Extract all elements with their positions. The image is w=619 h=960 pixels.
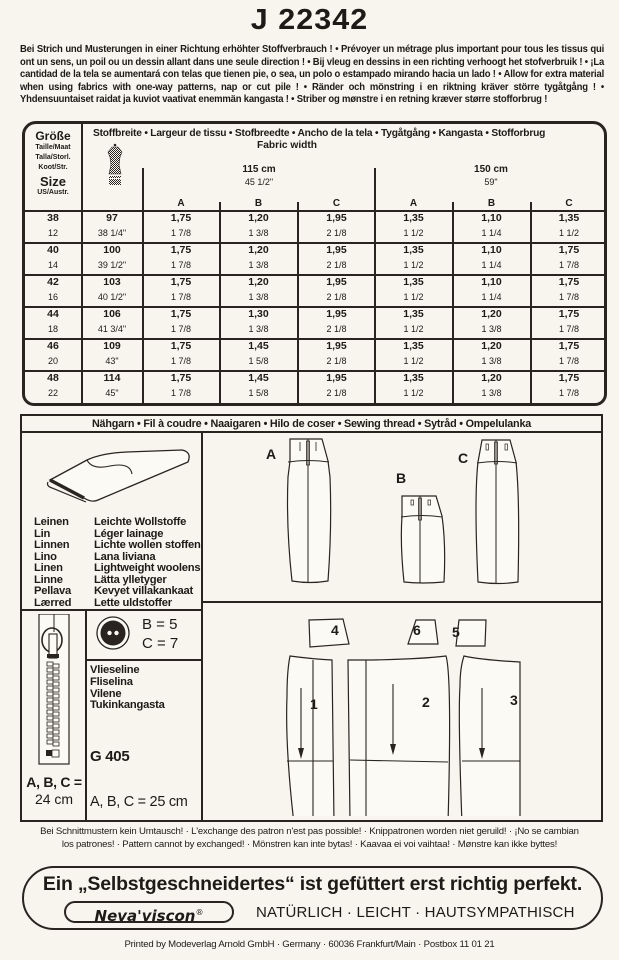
skirt-view-a-drawing: [278, 437, 342, 585]
hip-measure-cell-imperial: 41 3/4": [97, 324, 127, 334]
sewing-thread-title: Nähgarn • Fil à coudre • Naaigaren • Hilo de coser • Sewing thread • Sytråd • Ompelulanka: [22, 416, 601, 433]
col-115-c: C: [332, 198, 341, 209]
yardage-cell-imperial: 1 7/8: [170, 260, 192, 270]
button-count-b: B = 5: [142, 616, 178, 633]
yardage-cell-metric: 1,75: [170, 308, 192, 320]
width-115-cm: 115 cm: [242, 164, 276, 175]
yardage-cell-imperial: 1 3/8: [248, 228, 269, 238]
fabric-linen-en: Linen: [34, 562, 63, 574]
yardage-cell-imperial: 2 1/8: [326, 260, 347, 270]
fabric-wool-nl: Lichte wollen stoffen: [94, 539, 201, 551]
yardage-cell-imperial: 1 7/8: [170, 388, 192, 398]
size-cell: [25, 243, 81, 273]
yardage-cell: [298, 339, 375, 369]
yardage-cell-imperial: 1 1/2: [403, 356, 424, 366]
yardage-cell-imperial: 1 1/4: [481, 228, 502, 238]
button-count-c: C = 7: [142, 635, 179, 652]
yardage-cell-metric: 1,30: [248, 308, 269, 320]
yardage-cell-metric: 1,35: [403, 276, 424, 288]
size-cell-imperial: 12: [47, 228, 58, 238]
hip-measure-cell-imperial: 40 1/2": [97, 292, 127, 302]
yardage-cell-metric: 1,20: [481, 340, 502, 352]
col-115-b: B: [254, 198, 263, 209]
no-exchange-notice: [0, 826, 619, 851]
yardage-cell-imperial: 1 7/8: [558, 260, 580, 270]
width-150-inch: 59": [484, 177, 498, 187]
linen-fabric-list: [34, 517, 71, 609]
yardage-cell-metric: 1,75: [558, 340, 580, 352]
size-cell-metric: 40: [47, 244, 59, 256]
piece-label-1: 1: [310, 696, 318, 712]
fabric-linen-nl: Linnen: [34, 539, 70, 551]
yardage-cell: [375, 211, 452, 241]
yardage-cell-metric: 1,35: [403, 340, 424, 352]
yardage-cell: [531, 307, 607, 337]
yardage-cell-metric: 1,45: [248, 340, 269, 352]
yardage-cell: [220, 211, 297, 241]
yardage-cell-imperial: 1 3/8: [481, 388, 502, 398]
piece-label-3: 3: [510, 692, 518, 708]
yardage-cell: [298, 371, 375, 401]
size-cell-metric: 38: [47, 212, 59, 224]
yardage-cell-imperial: 1 3/8: [248, 324, 269, 334]
yardage-cell-imperial: 1 1/2: [558, 228, 580, 238]
divider: [201, 601, 601, 603]
yardage-cell-metric: 1,95: [326, 212, 347, 224]
pattern-pieces-layout: [282, 616, 602, 816]
button-counts: [142, 615, 178, 653]
interfacing-de: Vlieseline: [90, 664, 140, 676]
hip-measure-cell: [82, 211, 142, 241]
yardage-cell-imperial: 1 1/4: [481, 292, 502, 302]
zipper-length: 24 cm: [34, 791, 74, 807]
yardage-cell-imperial: 1 3/8: [248, 260, 269, 270]
yardage-cell-metric: 1,20: [248, 276, 269, 288]
yardage-cell-metric: 1,75: [170, 276, 192, 288]
size-header-de: Größe: [35, 129, 71, 143]
hip-measure-cell-imperial: 43": [105, 356, 119, 366]
yardage-cell-imperial: 1 7/8: [170, 356, 192, 366]
yardage-cell: [143, 307, 219, 337]
size-header-us: US/Austr.: [37, 189, 69, 196]
yardage-cell-metric: 1,95: [326, 372, 347, 384]
hip-measure-cell-imperial: 39 1/2": [97, 260, 127, 270]
yardage-cell-metric: 1,95: [326, 308, 347, 320]
interfacing-en: Vilene: [90, 687, 122, 700]
yardage-cell-imperial: 1 7/8: [170, 292, 192, 302]
yardage-cell: [453, 211, 530, 241]
size-header-es-sv: Talla/Storl.: [35, 154, 71, 161]
yardage-cell-metric: 1,75: [170, 372, 192, 384]
yardage-cell-imperial: 1 1/2: [403, 228, 424, 238]
interfacing-code: G 405: [90, 748, 130, 765]
size-cell: [25, 307, 81, 337]
wool-fabric-list: [94, 517, 201, 609]
yardage-cell: [220, 243, 297, 273]
skirt-view-b-drawing: [392, 494, 454, 586]
hip-measure-cell-metric: 114: [103, 372, 121, 384]
fabric-linen-de: Leinen: [34, 516, 69, 528]
zipper-icon: [32, 614, 76, 766]
yardage-cell-metric: 1,95: [326, 244, 347, 256]
yardage-cell: [375, 371, 452, 401]
size-cell-imperial: 22: [47, 388, 58, 398]
hip-measure-cell: [82, 243, 142, 273]
width-115-inch: 45 1/2": [244, 177, 274, 187]
yardage-cell: [375, 275, 452, 305]
interfacing-fi: Tukinkangasta: [90, 699, 165, 712]
fabric-wool-fi: Kevyet villakankaat: [94, 585, 193, 597]
fabric-bolt-icon: [32, 438, 192, 503]
fabric-wool-es: Lana liviana: [94, 550, 156, 563]
view-label-a: A: [266, 446, 277, 462]
hip-measure-cell: [82, 307, 142, 337]
brand-name: Neva'viscon: [94, 907, 196, 925]
fabric-wool-sv: Lätta ylletyger: [94, 573, 167, 586]
yardage-cell: [298, 243, 375, 273]
yardage-cell: [531, 275, 607, 305]
hip-measure-cell: [82, 339, 142, 369]
yardage-cell-metric: 1,75: [558, 244, 580, 256]
yardage-cell-imperial: 1 1/4: [481, 260, 502, 270]
yardage-cell-imperial: 2 1/8: [326, 388, 347, 398]
yardage-cell-imperial: 1 7/8: [558, 356, 580, 366]
hip-measure-cell-imperial: 38 1/4": [97, 228, 127, 238]
yardage-cell-imperial: 1 1/2: [403, 388, 424, 398]
size-cell-imperial: 14: [47, 260, 58, 270]
size-header-en: Size: [39, 174, 66, 189]
yardage-cell-imperial: 1 1/2: [403, 260, 424, 270]
directional-fabric-notice: Bei Strich und Musterungen in einer Richtung erhöhter Stoffverbrauch ! • Prévoyer un métrage plus important pour tous les tissus qui ont un sens, un poil ou un dessin allant dans une seule direction ! • Bij vleug en dessins in een richting verhoogt het stofverbruik ! • ¡La cantidad de la tela se aumentará con telas que tienen pie, o sea, un polo o estampado mirando hacia un lado ! • Allow for extra material when using fabrics with one-way patterns, nap or cut pile ! • Ränder och mönstring i en riktning kräver större tygåtgång ! • Yhdensuuntaiset raidat ja kuviot vaativat enemmän kangasta ! • Striber og mønstre i en retning kræver større stofforbrug !: [20, 44, 605, 105]
fabric-width-title: Stoffbreite • Largeur de tissu • Stofbreedte • Ancho de la tela • Tygåtgång • Kangasta • Stofforbrug: [93, 128, 546, 139]
fabric-linen-fi: Pellava: [34, 585, 71, 597]
yardage-cell: [453, 275, 530, 305]
yardage-cell: [298, 307, 375, 337]
yardage-cell: [453, 339, 530, 369]
yardage-cell-imperial: 1 5/8: [248, 356, 269, 366]
hip-measure-cell-imperial: 45": [105, 388, 119, 398]
hip-measure-cell-metric: 106: [103, 308, 121, 320]
size-header: [25, 124, 81, 198]
yardage-cell-metric: 1,10: [481, 212, 502, 224]
zipper-amount: [24, 774, 84, 808]
zipper-views: A, B, C =: [26, 774, 82, 790]
yardage-cell-metric: 1,35: [558, 212, 580, 224]
size-header-fi-da: Koot/Str.: [38, 164, 68, 171]
size-cell: [25, 275, 81, 305]
yardage-cell: [143, 339, 219, 369]
size-cell: [25, 339, 81, 369]
yardage-cell-metric: 1,35: [403, 372, 424, 384]
size-cell-metric: 44: [47, 308, 59, 320]
yardage-cell-imperial: 1 7/8: [558, 388, 580, 398]
col-115-a: A: [177, 198, 185, 209]
ad-headline: Ein „Selbstgeschneidertes“ ist gefüttert erst richtig perfekt.: [42, 873, 583, 895]
yardage-cell: [298, 211, 375, 241]
yardage-cell-imperial: 2 1/8: [326, 356, 347, 366]
width-115-header: [143, 164, 375, 187]
yardage-cell-metric: 1,20: [248, 212, 269, 224]
size-cell-imperial: 16: [47, 292, 58, 302]
yardage-cell-imperial: 1 7/8: [558, 324, 580, 334]
fabric-width-subtitle: Fabric width: [257, 140, 317, 151]
yardage-cell-metric: 1,95: [326, 340, 347, 352]
interfacing-amount: A, B, C = 25 cm: [90, 794, 188, 810]
yardage-cell-metric: 1,75: [170, 212, 192, 224]
yardage-cell: [375, 307, 452, 337]
yardage-cell: [375, 339, 452, 369]
notions-panel: [20, 414, 603, 822]
yardage-cell-imperial: 1 3/8: [481, 356, 502, 366]
hip-measure-cell-metric: 100: [103, 244, 121, 256]
yardage-cell: [453, 371, 530, 401]
yardage-cell: [220, 339, 297, 369]
yardage-cell-imperial: 2 1/8: [326, 292, 347, 302]
yardage-cell: [220, 371, 297, 401]
fabric-wool-fr: Léger lainage: [94, 527, 164, 540]
hip-measure-cell-metric: 103: [103, 276, 121, 288]
divider: [22, 609, 203, 611]
view-label-b: B: [396, 470, 407, 486]
yardage-cell: [143, 243, 219, 273]
brand-logo: [64, 901, 234, 923]
yardage-cell-metric: 1,35: [403, 308, 424, 320]
dress-form-icon: [105, 143, 125, 187]
size-cell: [25, 211, 81, 241]
yardage-cell-metric: 1,75: [170, 340, 192, 352]
yardage-cell-metric: 1,75: [558, 276, 580, 288]
yardage-cell: [143, 275, 219, 305]
fabric-linen-fr: Lin: [34, 527, 51, 540]
width-150-cm: 150 cm: [474, 164, 508, 175]
yardage-cell-metric: 1,95: [326, 276, 347, 288]
skirt-view-c-drawing: [468, 438, 526, 586]
yardage-cell-imperial: 1 7/8: [170, 228, 192, 238]
col-150-a: A: [409, 198, 418, 209]
yardage-cell-metric: 1,45: [248, 372, 269, 384]
yardage-cell-imperial: 1 7/8: [558, 292, 580, 302]
yardage-cell-metric: 1,20: [481, 308, 502, 320]
yardage-cell: [298, 275, 375, 305]
piece-label-6: 6: [413, 622, 421, 638]
yardage-cell-imperial: 2 1/8: [326, 228, 347, 238]
yardage-cell-imperial: 1 5/8: [248, 388, 269, 398]
yardage-cell: [453, 243, 530, 273]
width-150-header: [375, 164, 607, 187]
yardage-cell: [220, 275, 297, 305]
yardage-cell-metric: 1,35: [403, 212, 424, 224]
registered-mark: ®: [195, 908, 204, 917]
no-exchange-line-2: los patrones! · Pattern cannot by exchanged! · Mönstren kan inte bytas! · Kaavaa ei voi vaihtaa! · Mønstre kan ikke byttes!: [61, 838, 558, 850]
ad-tagline: NATÜRLICH · LEICHT · HAUTSYMPATHISCH: [256, 904, 575, 921]
yardage-cell-metric: 1,35: [403, 244, 424, 256]
size-cell-metric: 42: [47, 276, 59, 288]
printer-imprint: Printed by Modeverlag Arnold GmbH · Germany · 60036 Frankfurt/Main · Postbox 11 01 21: [124, 939, 495, 950]
interfacing-fr: Fliselina: [90, 675, 133, 688]
yardage-cell-imperial: 1 3/8: [481, 324, 502, 334]
piece-label-2: 2: [422, 694, 430, 710]
yardage-cell-metric: 1,20: [481, 372, 502, 384]
yardage-cell: [143, 211, 219, 241]
fabric-linen-es: Lino: [34, 550, 57, 563]
size-cell-imperial: 18: [47, 324, 58, 334]
yardage-cell-metric: 1,75: [558, 372, 580, 384]
yardage-cell-metric: 1,75: [170, 244, 192, 256]
fabric-linen-da: Lærred: [34, 596, 72, 609]
yardage-cell-metric: 1,10: [481, 244, 502, 256]
size-header-fr-nl: Taille/Maat: [35, 144, 71, 151]
yardage-cell: [531, 339, 607, 369]
yardage-table: [22, 121, 607, 406]
fabric-linen-sv: Linne: [34, 573, 63, 586]
yardage-cell-imperial: 1 3/8: [248, 292, 269, 302]
piece-label-5: 5: [452, 624, 460, 640]
yardage-cell: [453, 307, 530, 337]
yardage-cell: [531, 211, 607, 241]
lining-advertisement: [22, 866, 603, 930]
size-cell-imperial: 20: [47, 356, 58, 366]
yardage-cell: [531, 371, 607, 401]
interfacing-list: [90, 665, 165, 712]
col-150-b: B: [487, 198, 496, 209]
yardage-cell-metric: 1,20: [248, 244, 269, 256]
size-cell-metric: 48: [47, 372, 59, 384]
hip-measure-cell: [82, 371, 142, 401]
yardage-cell-imperial: 2 1/8: [326, 324, 347, 334]
divider: [85, 659, 203, 661]
fabric-wool-de: Leichte Wollstoffe: [94, 516, 187, 528]
yardage-cell-imperial: 1 1/2: [403, 324, 424, 334]
divider: [85, 609, 87, 820]
yardage-cell-imperial: 1 1/2: [403, 292, 424, 302]
hip-measure-cell: [82, 275, 142, 305]
yardage-cell: [143, 371, 219, 401]
size-cell-metric: 46: [47, 340, 59, 352]
yardage-cell-metric: 1,75: [558, 308, 580, 320]
yardage-cell-imperial: 1 7/8: [170, 324, 192, 334]
yardage-cell: [375, 243, 452, 273]
piece-label-4: 4: [331, 622, 339, 638]
fabric-wool-en: Lightweight woolens: [94, 562, 201, 574]
yardage-cell-metric: 1,10: [481, 276, 502, 288]
fabric-wool-da: Lette uldstoffer: [94, 596, 172, 609]
button-icon: [95, 615, 131, 651]
pattern-number: J 22342: [250, 4, 369, 36]
hip-measure-cell-metric: 97: [106, 212, 118, 224]
no-exchange-line-1: Bei Schnittmustern kein Umtausch! · L'exchange des patron n'est pas possible! · Knippatronen worden niet geruild! · ¡No se cambian: [40, 826, 579, 837]
view-label-c: C: [458, 450, 469, 466]
yardage-cell: [220, 307, 297, 337]
size-cell: [25, 371, 81, 401]
col-150-c: C: [565, 198, 573, 209]
hip-measure-cell-metric: 109: [103, 340, 121, 352]
divider: [201, 433, 203, 820]
yardage-cell: [531, 243, 607, 273]
